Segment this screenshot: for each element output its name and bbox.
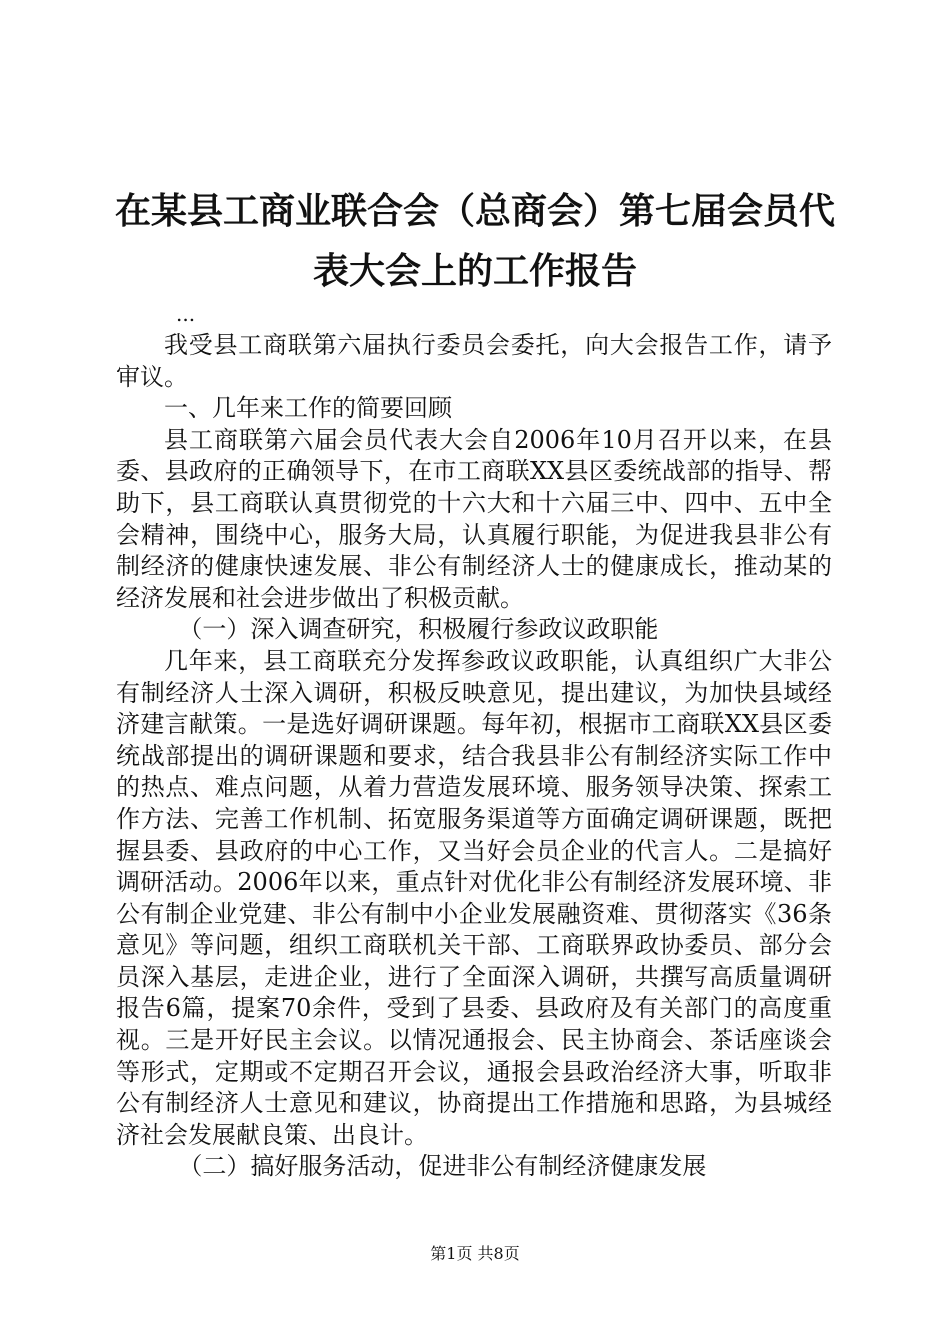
paragraph-research: 几年来，县工商联充分发挥参政议政职能，认真组织广大非公有制经济人士深入调研，积极反映意见，提出建议，为加快县域经济建言献策。一是选好调研课题。每年初，根据市工商联XX县区委统战部提出的调研课题和要求，结合我县非公有制经济实际工作中的热点、难点问题，从着力营造发展环境、服务领导决策、探索工作方法、完善工作机制、拓宽服务渠道等方面确定调研课题，既把握县委、县政府的中心工作，又当好会员企业的代言人。二是搞好调研活动。2006年以来，重点针对优化非公有制经济发展环境、非公有制企业党建、非公有制中小企业发展融资难、贯彻落实《36条意见》等问题，组织工商联机关干部、工商联界政协委员、部分会员深入基层，走进企业，进行了全面深入调研，共撰写高质量调研报告6篇，提案70余件，受到了县委、县政府及有关部门的高度重视。三是开好民主会议。以情况通报会、民主协商会、茶话座谈会等形式，定期或不定期召开会议，通报会县政治经济大事，听取非公有制经济人士意见和建议，协商提出工作措施和思路，为县城经济社会发展献良策、出良计。 (116, 646, 832, 1149)
document-body (116, 330, 832, 1183)
ellipsis-mark: ... (176, 302, 196, 326)
subsection-heading-1: （一）深入调查研究，积极履行参政议政职能 (178, 615, 659, 644)
subsection-heading-2: （二）搞好服务活动，促进非公有制经济健康发展 (178, 1152, 707, 1181)
paragraph-intro: 我受县工商联第六届执行委员会委托，向大会报告工作，请予审议。 (116, 331, 832, 391)
page-footer: 第1页 共8页 (430, 1244, 520, 1263)
paragraph-review: 县工商联第六届会员代表大会自2006年10月召开以来，在县委、县政府的正确领导下，在市工商联XX县区委统战部的指导、帮助下，县工商联认真贯彻党的十六大和十六届三中、四中、五中全会精神，围绕中心，服务大局，认真履行职能，为促进我县非公有制经济的健康快速发展、非公有制经济人士的健康成长，推动某的经济发展和社会进步做出了积极贡献。 (116, 425, 832, 612)
section-heading-1: 一、几年来工作的简要回顾 (164, 394, 452, 423)
document-title: 在某县工商业联合会（总商会）第七届会员代表大会上的工作报告 (114, 191, 835, 292)
